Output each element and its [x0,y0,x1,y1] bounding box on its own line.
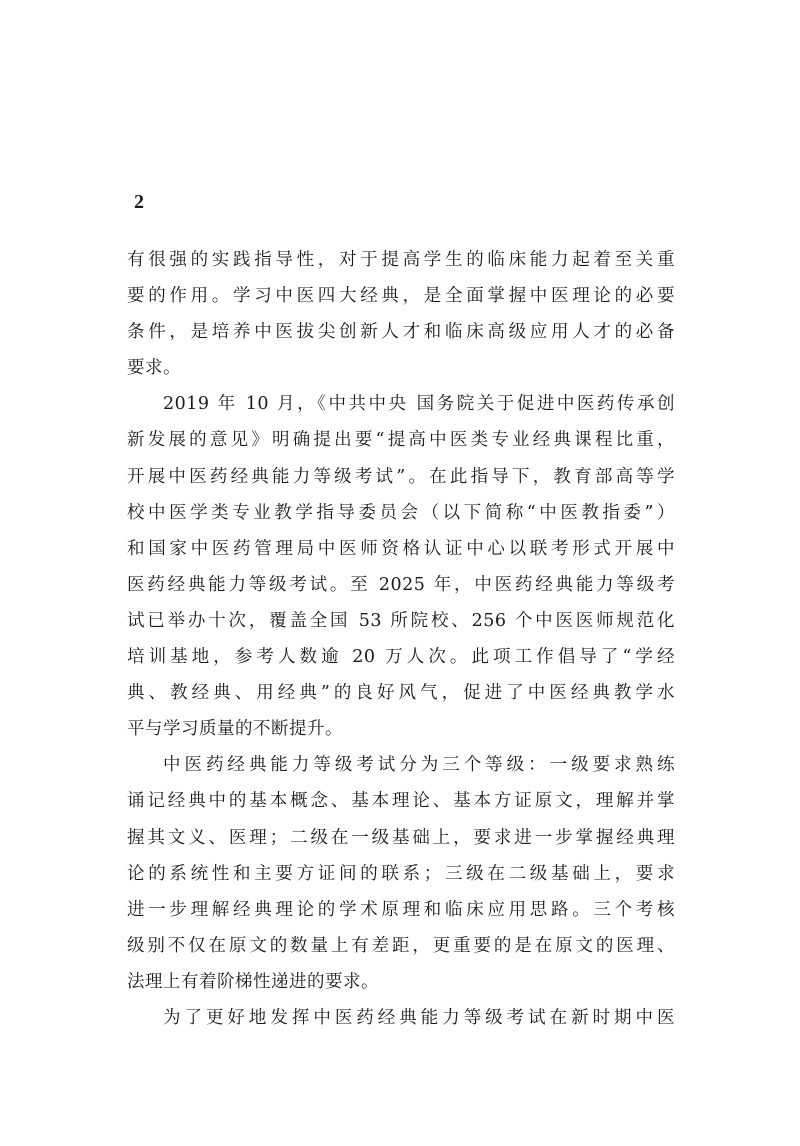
text-line: 典、教经典、用经典”的良好风气，促进了中医经典教学水 [127,683,675,704]
text-line: 法理上有着阶梯性递进的要求。 [127,971,379,992]
text-line: 和国家中医药管理局中医师资格认证中心以联考形式开展中 [127,538,675,559]
text-line: 为了更好地发挥中医药经典能力等级考试在新时期中医 [163,1007,675,1028]
text-line: 2019 年 10 月，《中共中央 国务院关于促进中医药传承创 [163,394,675,415]
text-line: 要的作用。学习中医四大经典，是全面掌握中医理论的必要 [127,286,675,307]
text-line: 新发展的意见》明确提出要“提高中医类专业经典课程比重， [127,430,675,451]
text-line: 有很强的实践指导性，对于提高学生的临床能力起着至关重 [127,250,675,270]
text-line: 培训基地，参考人数逾 20 万人次。此项工作倡导了“学经 [127,647,675,668]
text-line: 进一步理解经典理论的学术原理和临床应用思路。三个考核 [127,899,675,920]
text-line: 中医药经典能力等级考试分为三个等级：一级要求熟练 [163,755,675,776]
text-line: 级别不仅在原文的数量上有差距，更重要的是在原文的医理、 [127,935,675,956]
text-line: 试已举办十次，覆盖全国 53 所院校、256 个中医医师规范化 [127,610,675,631]
body-text [127,242,675,1036]
text-line: 条件，是培养中医拔尖创新人才和临床高级应用人才的必备 [127,322,675,343]
text-line: 论的系统性和主要方证间的联系；三级在二级基础上，要求 [127,863,675,884]
text-line: 要求。 [127,358,181,379]
text-line: 医药经典能力等级考试。至 2025 年，中医药经典能力等级考 [127,574,675,595]
text-line: 平与学习质量的不断提升。 [127,719,343,740]
text-line: 开展中医药经典能力等级考试”。在此指导下，教育部高等学 [127,466,675,487]
text-line: 握其文义、医理；二级在一级基础上，要求进一步掌握经典理 [127,827,675,848]
text-line: 诵记经典中的基本概念、基本理论、基本方证原文，理解并掌 [127,791,675,812]
text-line: 校中医学类专业教学指导委员会（以下简称“中医教指委”） [127,502,675,523]
page-number: 2 [134,191,144,213]
